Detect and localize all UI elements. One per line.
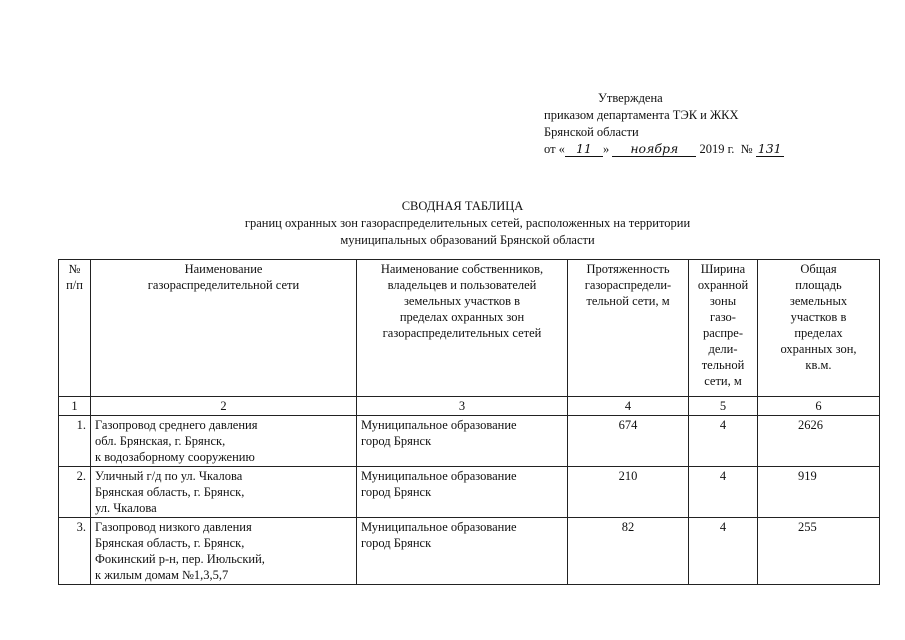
owner: Муниципальное образование город Брянск	[357, 467, 568, 518]
column-index-row	[59, 397, 880, 416]
approval-date-line	[544, 141, 844, 158]
owner: Муниципальное образование город Брянск	[357, 416, 568, 467]
header-zone-width: Ширина охранной зоны газо- распре- дели- тельной сети, м	[689, 260, 758, 397]
network-name: Газопровод среднего давления обл. Брянская, г. Брянск, к водозаборному сооружению	[91, 416, 357, 467]
index-cell: 5	[689, 397, 758, 416]
title-main: СВОДНАЯ ТАБЛИЦА	[401, 199, 524, 213]
handwritten-day: 11	[565, 142, 603, 157]
row-number: 1.	[59, 416, 91, 467]
table-row	[59, 467, 880, 518]
header-total-area: Общая площадь земельных участков в пределах охранных зон, кв.м.	[758, 260, 880, 397]
area-value: 255	[758, 518, 880, 585]
area-value: 2626	[758, 416, 880, 467]
length-value: 210	[568, 467, 689, 518]
approval-block	[544, 90, 844, 158]
handwritten-number: 131	[756, 142, 784, 157]
quote-close: »	[602, 142, 610, 156]
approval-region-line: Брянской области	[544, 125, 639, 139]
length-value: 82	[568, 518, 689, 585]
row-number: 2.	[59, 467, 91, 518]
header-length: Протяженность газораспредели- тельной сети, м	[568, 260, 689, 397]
network-name: Уличный г/д по ул. Чкалова Брянская область, г. Брянск, ул. Чкалова	[91, 467, 357, 518]
index-cell: 3	[357, 397, 568, 416]
table-row	[59, 518, 880, 585]
width-value: 4	[689, 467, 758, 518]
number-sign: №	[740, 142, 753, 156]
header-owners: Наименование собственников, владельцев и пользователей земельных участков в пределах охранных зон газораспределительных сетей	[357, 260, 568, 397]
approval-heading: Утверждена	[598, 91, 663, 105]
summary-table	[58, 259, 880, 585]
index-cell: 6	[758, 397, 880, 416]
table-row	[59, 416, 880, 467]
document-title	[0, 198, 905, 249]
title-subtitle-1: границ охранных зон газораспределительных сетей, расположенных на территории	[244, 216, 691, 230]
network-name: Газопровод низкого давления Брянская область, г. Брянск, Фокинский р-н, пер. Июльский, к жилым домам №1,3,5,7	[91, 518, 357, 585]
approval-order-line: приказом департамента ТЭК и ЖКХ	[544, 108, 739, 122]
header-network-name: Наименование газораспределительной сети	[91, 260, 357, 397]
width-value: 4	[689, 518, 758, 585]
index-cell: 1	[59, 397, 91, 416]
year-text: 2019 г.	[699, 142, 735, 156]
owner: Муниципальное образование город Брянск	[357, 518, 568, 585]
index-cell: 2	[91, 397, 357, 416]
row-number: 3.	[59, 518, 91, 585]
table-header-row	[59, 260, 880, 397]
length-value: 674	[568, 416, 689, 467]
area-value: 919	[758, 467, 880, 518]
handwritten-month: ноября	[612, 142, 696, 157]
title-subtitle-2: муниципальных образований Брянской области	[340, 233, 595, 247]
width-value: 4	[689, 416, 758, 467]
date-prefix: от «	[544, 142, 565, 156]
index-cell: 4	[568, 397, 689, 416]
header-number: № п/п	[59, 260, 91, 397]
